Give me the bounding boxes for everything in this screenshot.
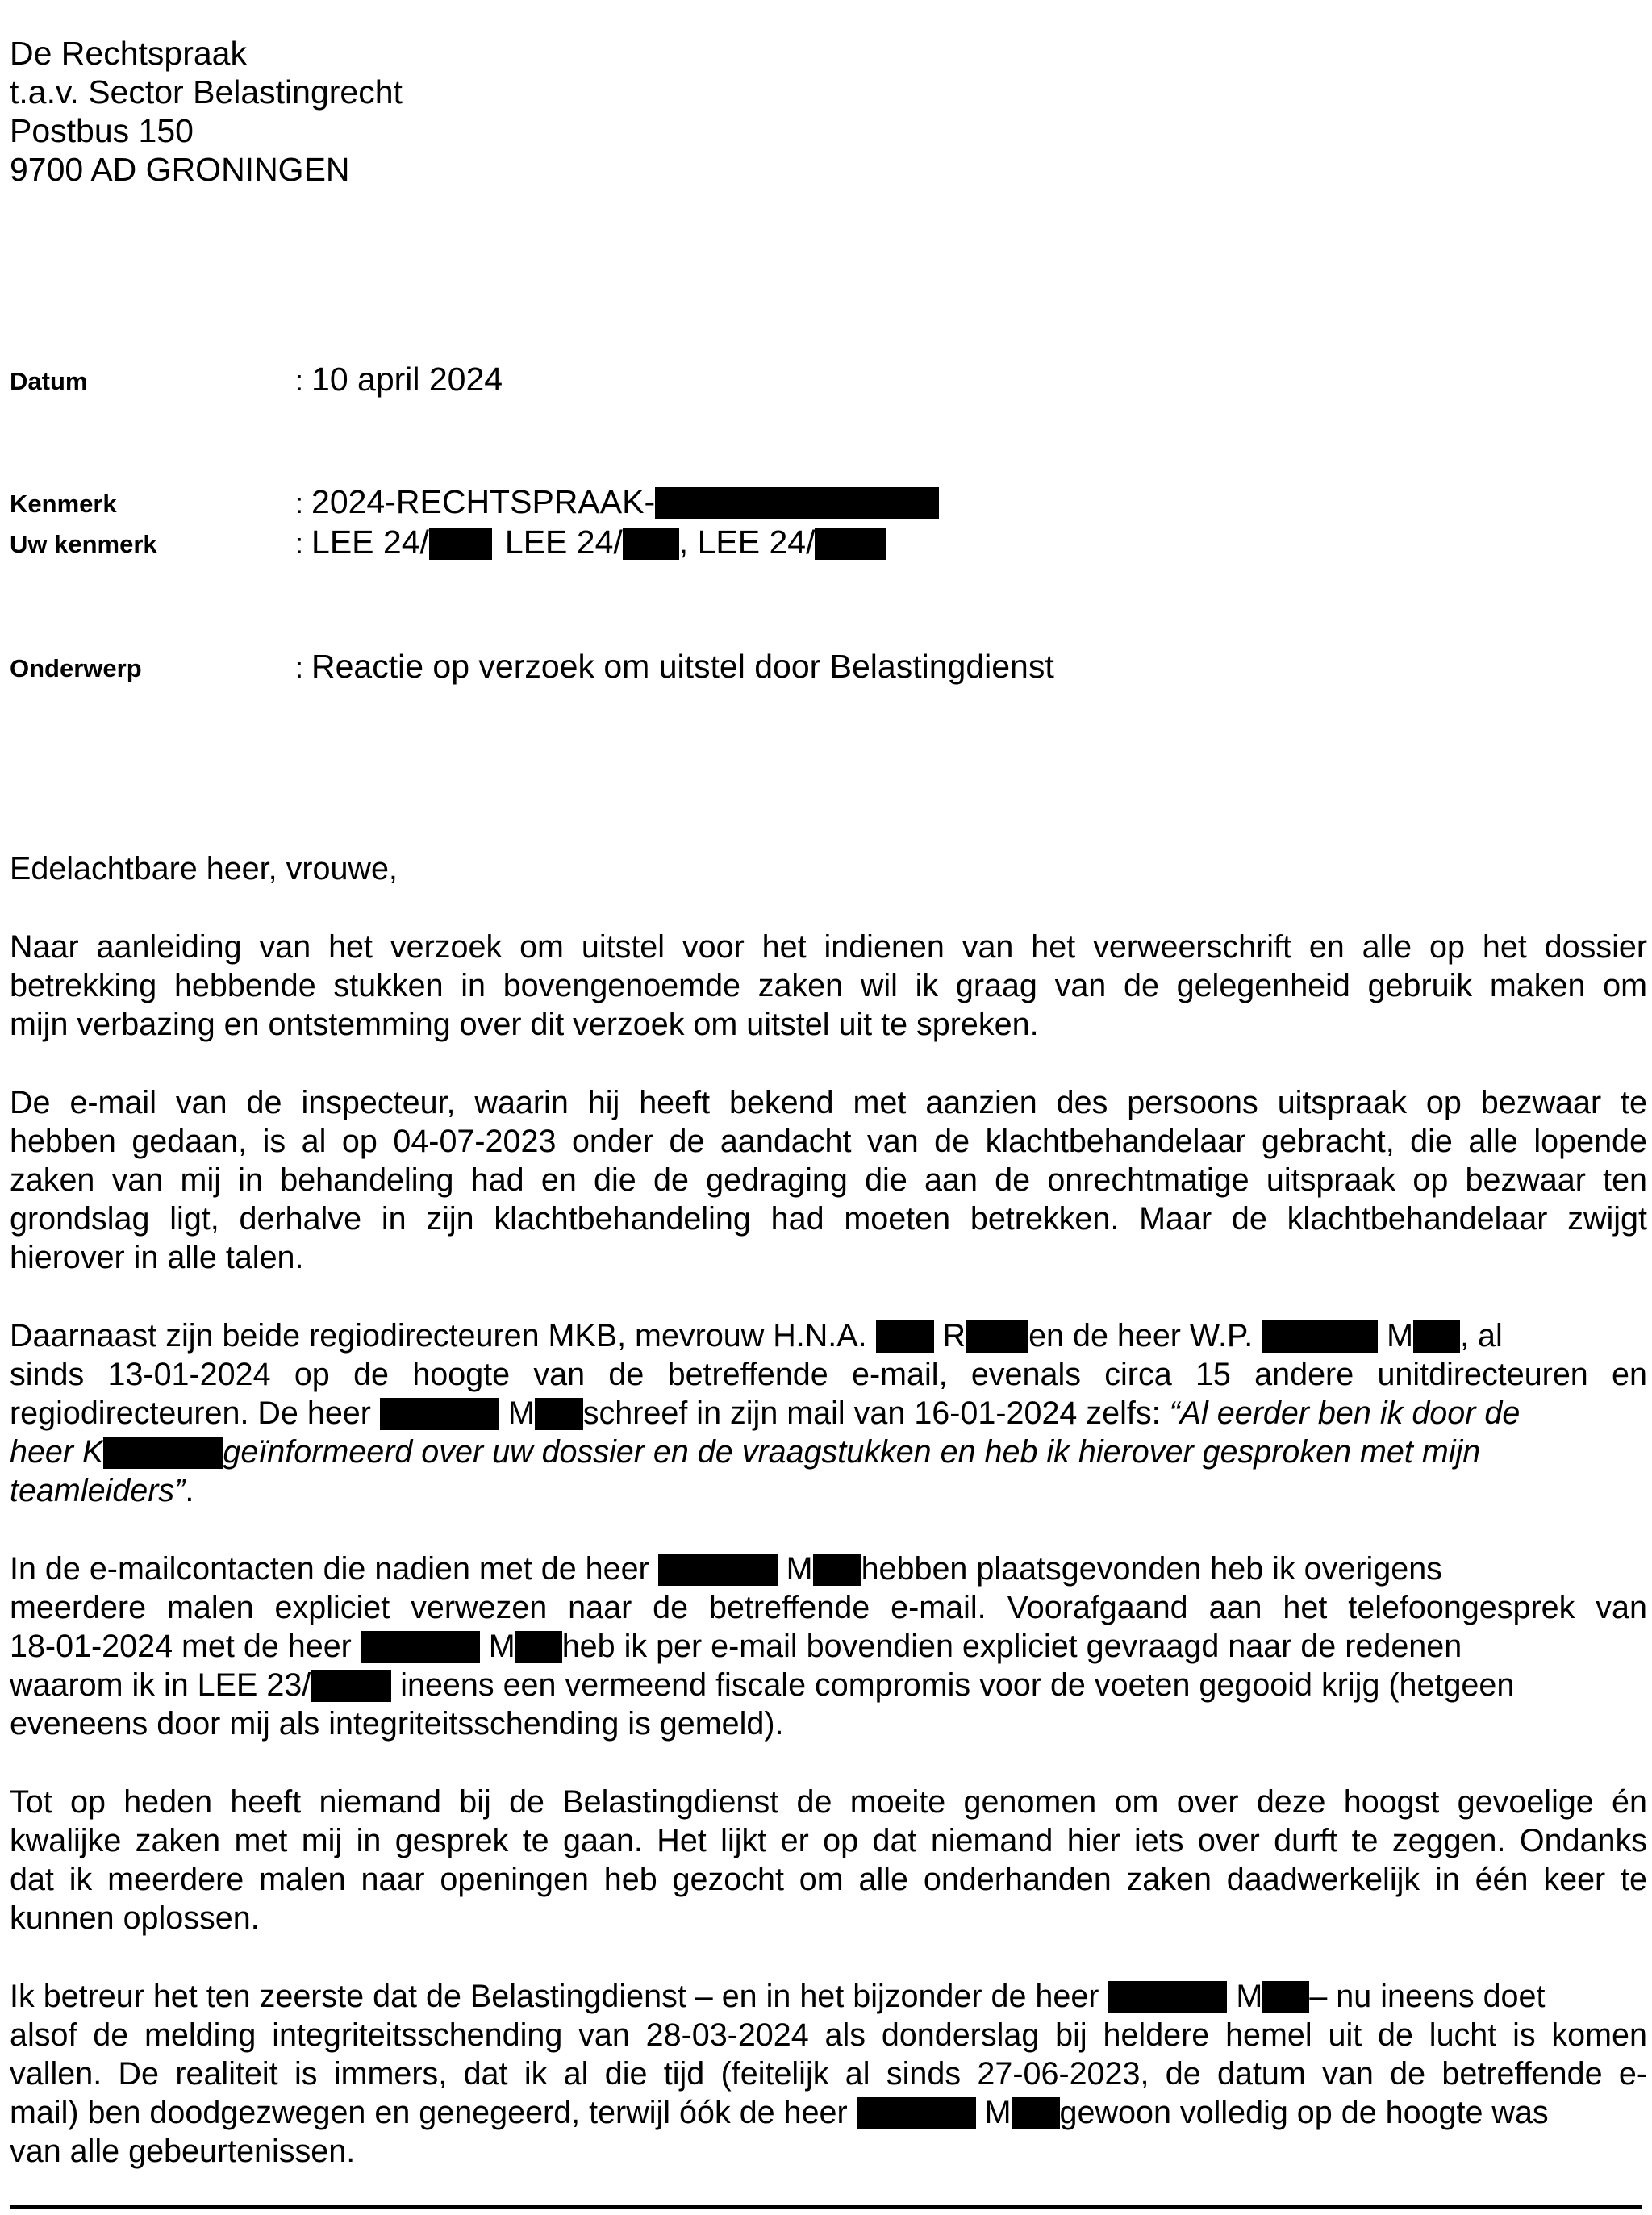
onderwerp-label: Onderwerp: [10, 654, 142, 682]
text-segment: 18-01-2024 met de heer: [10, 1629, 361, 1664]
redaction-block: [815, 528, 886, 560]
kenmerk-label: Kenmerk: [10, 490, 117, 518]
text-segment: M: [499, 1395, 535, 1431]
onderwerp-value: : Reactie op verzoek om uitstel door Belastingdienst: [295, 648, 1054, 685]
redaction-block: [429, 528, 492, 560]
paragraph-5: [10, 1783, 1647, 1938]
salutation-text: Edelachtbare heer, vrouwe,: [10, 851, 398, 886]
quote-text: “Al eerder ben ik door de: [1169, 1395, 1521, 1431]
address-line: Postbus 150: [10, 112, 194, 149]
redaction-block: [966, 1320, 1028, 1353]
uw-kenmerk-part: LEE 24/: [311, 524, 429, 561]
quote-text: geïnformeerd over uw dossier en de vraagstukken en heb ik hierover gesproken met mijn: [223, 1434, 1481, 1470]
text-line: sinds 13-01-2024 op de hoogte van de betreffende e-mail, evenals circa 15 andere unitdirecteuren en: [10, 1357, 1647, 1392]
text-segment: M: [975, 2095, 1012, 2130]
text-line: betrekking hebbende stukken in bovengenoemde zaken wil ik graag van de gelegenheid gebruik maken om: [10, 968, 1647, 1003]
text-segment: gewoon volledig op de hoogte was: [1059, 2095, 1549, 2130]
text-line: mijn verbazing en ontstemming over dit verzoek om uitstel uit te spreken.: [10, 1007, 1039, 1042]
salutation: [10, 849, 1647, 888]
text-line: kunnen oplossen.: [10, 1900, 260, 1936]
text-line: hierover in alle talen.: [10, 1240, 304, 1275]
paragraph-1: [10, 928, 1647, 1044]
redaction-block: [103, 1437, 223, 1469]
text-segment: heb ik per e-mail bovendien expliciet gevraagd naar de redenen: [561, 1629, 1462, 1664]
text-line: [10, 1666, 1647, 1704]
text-line: van alle gebeurtenissen.: [10, 2134, 356, 2169]
kenmerk-text: 2024-RECHTSPRAAK-: [311, 483, 656, 520]
text-line: kwalijke zaken met mij in gesprek te gaan. Het lijkt er op dat niemand hier iets over durft te zeggen. Ondanks: [10, 1823, 1647, 1858]
text-line: [10, 1471, 1647, 1510]
redaction-block: [658, 1554, 778, 1586]
text-line: [10, 1394, 1647, 1433]
bottom-divider: [10, 2205, 1642, 2209]
redaction-block: [380, 1398, 499, 1430]
text-line: [10, 1550, 1647, 1588]
paragraph-6: [10, 1977, 1647, 2171]
datum-text: 10 april 2024: [311, 361, 503, 398]
recipient-address: [10, 34, 403, 189]
redaction-block: [311, 1670, 391, 1702]
kenmerk-value: : 2024-RECHTSPRAAK-: [295, 483, 939, 521]
redaction-block: [813, 1554, 861, 1586]
uw-kenmerk-value: : LEE 24/ LEE 24/ , LEE 24/: [295, 524, 886, 561]
uw-kenmerk-part: LEE 24/: [504, 524, 623, 561]
paragraph-3: [10, 1316, 1647, 1510]
redaction-block: [1262, 1981, 1309, 2013]
text-line: [10, 2093, 1647, 2132]
text-line: vallen. De realiteit is immers, dat ik al die tijd (feitelijk al sinds 27-06-2023, de datum van de betreffende e-: [10, 2056, 1647, 2092]
text-line: alsof de melding integriteitsschending van 28-03-2024 als donderslag bij heldere hemel uit de lucht is komen: [10, 2017, 1647, 2053]
text-segment: M: [1227, 1979, 1263, 2014]
text-segment: schreef in zijn mail van 16-01-2024 zelfs:: [582, 1395, 1170, 1431]
paragraph-4: [10, 1550, 1647, 1743]
text-segment: R: [933, 1318, 966, 1354]
redaction-block: [655, 487, 939, 519]
text-line: dat ik meerdere malen naar openingen heb gezocht om alle onderhanden zaken daadwerkelijk in één keer te: [10, 1862, 1647, 1897]
redaction-block: [1108, 1981, 1227, 2013]
redaction-block: [515, 1631, 562, 1663]
address-line: De Rechtspraak: [10, 35, 247, 72]
uw-kenmerk-part: , LEE 24/: [678, 524, 816, 561]
quote-text: teamleiders”: [10, 1473, 186, 1508]
text-line: De e-mail van de inspecteur, waarin hij heeft bekend met aanzien des persoons uitspraak op bezwaar te: [10, 1085, 1647, 1120]
text-segment: In de e-mailcontacten die nadien met de heer: [10, 1551, 658, 1587]
uw-kenmerk-label: Uw kenmerk: [10, 530, 157, 558]
datum-label: Datum: [10, 367, 88, 395]
text-line: Tot op heden heeft niemand bij de Belastingdienst de moeite genomen om over deze hoogst gevoelige én: [10, 1784, 1647, 1820]
text-segment: M: [479, 1629, 515, 1664]
text-line: [10, 1433, 1647, 1471]
text-segment: M: [777, 1551, 813, 1587]
text-line: eveneens door mij als integriteitsschending is gemeld).: [10, 1706, 784, 1742]
text-line: zaken van mij in behandeling had en die de gedraging die aan de onrechtmatige uitspraak op bezwaar ten: [10, 1162, 1647, 1198]
datum-value: : 10 april 2024: [295, 361, 503, 398]
text-line: [10, 1316, 1647, 1355]
redaction-block: [1262, 1320, 1378, 1353]
text-segment: – nu ineens doet: [1309, 1979, 1546, 2014]
paragraph-2: [10, 1083, 1647, 1277]
text-line: Naar aanleiding van het verzoek om uitstel voor het indienen van het verweerschrift en alle op het dossier: [10, 929, 1647, 965]
text-segment: , al: [1460, 1318, 1503, 1354]
redaction-block: [623, 528, 679, 560]
text-segment: ineens een vermeend fiscale compromis voor de voeten gegooid krijg (hetgeen: [391, 1667, 1515, 1703]
onderwerp-text: Reactie op verzoek om uitstel door Belastingdienst: [311, 648, 1054, 685]
text-segment: hebben plaatsgevonden heb ik overigens: [861, 1551, 1442, 1587]
text-segment: en de heer W.P.: [1028, 1318, 1262, 1354]
text-line: grondslag ligt, derhalve in zijn klachtbehandeling had moeten betrekken. Maar de klachtbehandelaar zwijgt: [10, 1201, 1647, 1237]
redaction-block: [1012, 2097, 1060, 2129]
text-segment: Ik betreur het ten zeerste dat de Belastingdienst – en in het bijzonder de heer: [10, 1979, 1108, 2014]
text-line: hebben gedaan, is al op 04-07-2023 onder de aandacht van de klachtbehandelaar gebracht, die alle lopende: [10, 1124, 1647, 1159]
text-segment: regiodirecteuren. De heer: [10, 1395, 380, 1431]
redaction-block: [876, 1320, 934, 1353]
address-line: t.a.v. Sector Belastingrecht: [10, 73, 403, 111]
text-segment: mail) ben doodgezwegen en genegeerd, terwijl óók de heer: [10, 2095, 857, 2130]
address-line: 9700 AD GRONINGEN: [10, 151, 350, 188]
text-line: meerdere malen expliciet verwezen naar de betreffende e-mail. Voorafgaand aan het telefoongesprek van: [10, 1590, 1647, 1625]
text-line: [10, 1627, 1647, 1666]
text-segment: waarom ik in LEE 23/: [10, 1667, 311, 1703]
redaction-block: [535, 1398, 583, 1430]
redaction-block: [857, 2097, 976, 2129]
quote-text: heer K: [10, 1434, 104, 1470]
text-segment: Daarnaast zijn beide regiodirecteuren MKB, mevrouw H.N.A.: [10, 1318, 876, 1354]
redaction-block: [361, 1631, 480, 1663]
text-line: [10, 1977, 1647, 2016]
redaction-block: [1413, 1320, 1460, 1353]
text-segment: .: [185, 1473, 194, 1508]
text-segment: M: [1378, 1318, 1414, 1354]
